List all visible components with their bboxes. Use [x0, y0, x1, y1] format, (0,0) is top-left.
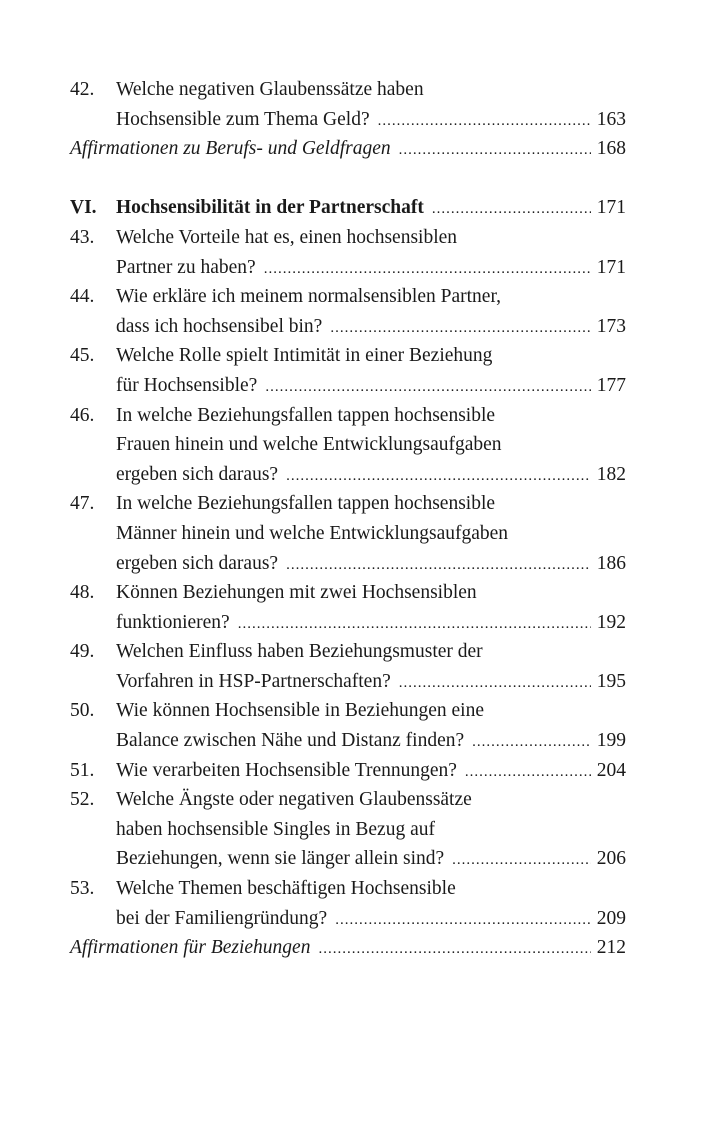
dot-leader	[472, 728, 591, 758]
dot-leader	[335, 906, 591, 936]
entry-title: funktionieren?	[116, 611, 230, 633]
page-number: 212	[596, 937, 626, 959]
entry-number: 51.	[70, 759, 95, 781]
entry-number: 49.	[70, 641, 95, 663]
toc-chapter-6	[70, 193, 626, 223]
entry-number: 46.	[70, 404, 95, 426]
entry-title: haben hochsensible Singles in Bezug auf	[116, 818, 435, 840]
entry-title: Wie erkläre ich meinem normalsensiblen Partner,	[116, 286, 502, 308]
entry-title: Welche Rolle spielt Intimität in einer Beziehung	[116, 345, 493, 367]
page-number: 163	[596, 108, 626, 130]
page-number: 171	[596, 256, 626, 278]
page-number: 186	[596, 552, 626, 574]
entry-title: Können Beziehungen mit zwei Hochsensiblen	[116, 582, 477, 604]
entry-title: Hochsensible zum Thema Geld?	[116, 108, 370, 130]
page-number: 209	[596, 907, 626, 929]
entry-number: 43.	[70, 226, 95, 248]
entry-title: Welche Vorteile hat es, einen hochsensiblen	[116, 226, 458, 248]
dot-leader	[286, 462, 591, 492]
page-number: 192	[596, 611, 626, 633]
entry-title: Wie können Hochsensible in Beziehungen eine	[116, 700, 484, 722]
entry-title: ergeben sich daraus?	[116, 552, 279, 574]
toc-entry-53-line1	[70, 874, 626, 904]
entry-title: Welche Ängste oder negativen Glaubenssätze	[116, 789, 472, 811]
entry-title: Welchen Einfluss haben Beziehungsmuster der	[116, 641, 483, 663]
page-number: 177	[596, 374, 626, 396]
dot-leader	[399, 669, 591, 699]
entry-number: 50.	[70, 700, 95, 722]
toc-entry-43-line2	[70, 253, 626, 283]
toc-entry-52-line2	[70, 815, 626, 845]
toc-entry-42-line1	[70, 75, 626, 105]
toc-entry-46-line2	[70, 430, 626, 460]
dot-leader	[452, 846, 591, 876]
page-number: 195	[596, 670, 626, 692]
toc-entry-43-line1	[70, 223, 626, 253]
toc-entry-52-line3	[70, 844, 626, 874]
entry-number: 45.	[70, 345, 95, 367]
page-number: 168	[596, 138, 626, 160]
toc-affirmations-career	[70, 134, 626, 164]
dot-leader	[432, 195, 591, 225]
entry-title: Männer hinein und welche Entwicklungsaufgaben	[116, 522, 509, 544]
entry-title: Wie verarbeiten Hochsensible Trennungen?	[116, 759, 457, 781]
entry-number: 42.	[70, 79, 95, 100]
entry-title: Beziehungen, wenn sie länger allein sind?	[116, 848, 445, 870]
toc-entry-46-line1	[70, 401, 626, 431]
page-number: 182	[596, 463, 626, 485]
entry-title: Welche Themen beschäftigen Hochsensible	[116, 878, 456, 900]
entry-number: 48.	[70, 582, 95, 604]
dot-leader	[330, 314, 590, 344]
toc-entry-47-line3	[70, 549, 626, 579]
entry-number: 53.	[70, 878, 95, 900]
toc-entry-50-line1	[70, 696, 626, 726]
entry-title: Vorfahren in HSP-Partnerschaften?	[116, 670, 391, 692]
table-of-contents	[70, 75, 626, 963]
toc-entry-48-line2	[70, 608, 626, 638]
toc-affirmations-relationships	[70, 933, 626, 963]
page-number: 206	[596, 848, 626, 870]
chapter-title: Hochsensibilität in der Partnerschaft	[116, 197, 424, 219]
entry-number: 47.	[70, 493, 95, 515]
entry-number: 52.	[70, 789, 95, 811]
entry-title: Frauen hinein und welche Entwicklungsaufgaben	[116, 434, 502, 456]
toc-entry-49-line2	[70, 667, 626, 697]
entry-title: bei der Familiengründung?	[116, 907, 328, 929]
entry-title: ergeben sich daraus?	[116, 463, 279, 485]
page-number: 199	[596, 730, 626, 752]
page-number: 171	[596, 197, 626, 219]
toc-entry-52-line1	[70, 785, 626, 815]
page-number: 204	[596, 759, 626, 781]
toc-entry-53-line2	[70, 904, 626, 934]
entry-title: für Hochsensible?	[116, 374, 258, 396]
entry-title: Affirmationen zu Berufs- und Geldfragen	[70, 138, 391, 160]
entry-title: dass ich hochsensibel bin?	[116, 315, 323, 337]
toc-entry-51	[70, 756, 626, 786]
dot-leader	[318, 935, 590, 965]
toc-entry-45-line2	[70, 371, 626, 401]
dot-leader	[265, 373, 590, 403]
toc-entry-42-line2	[70, 105, 626, 135]
dot-leader	[399, 136, 591, 166]
entry-title: Welche negativen Glaubenssätze haben	[116, 79, 424, 100]
entry-number: 44.	[70, 286, 95, 308]
toc-entry-50-line2	[70, 726, 626, 756]
toc-entry-47-line2	[70, 519, 626, 549]
dot-leader	[238, 610, 591, 640]
toc-entry-45-line1	[70, 341, 626, 371]
toc-entry-46-line3	[70, 460, 626, 490]
toc-entry-44-line1	[70, 282, 626, 312]
entry-title: Balance zwischen Nähe und Distanz finden?	[116, 730, 465, 752]
entry-title: In welche Beziehungsfallen tappen hochsensible	[116, 404, 496, 426]
entry-title: Affirmationen für Beziehungen	[70, 937, 311, 959]
chapter-number: VI.	[70, 197, 97, 219]
page-number: 173	[596, 315, 626, 337]
toc-entry-44-line2	[70, 312, 626, 342]
dot-leader	[286, 551, 591, 581]
dot-leader	[378, 107, 591, 137]
toc-entry-49-line1	[70, 637, 626, 667]
toc-entry-48-line1	[70, 578, 626, 608]
toc-entry-47-line1	[70, 489, 626, 519]
dot-leader	[264, 255, 591, 285]
entry-title: In welche Beziehungsfallen tappen hochsensible	[116, 493, 496, 515]
dot-leader	[465, 758, 591, 788]
entry-title: Partner zu haben?	[116, 256, 256, 278]
